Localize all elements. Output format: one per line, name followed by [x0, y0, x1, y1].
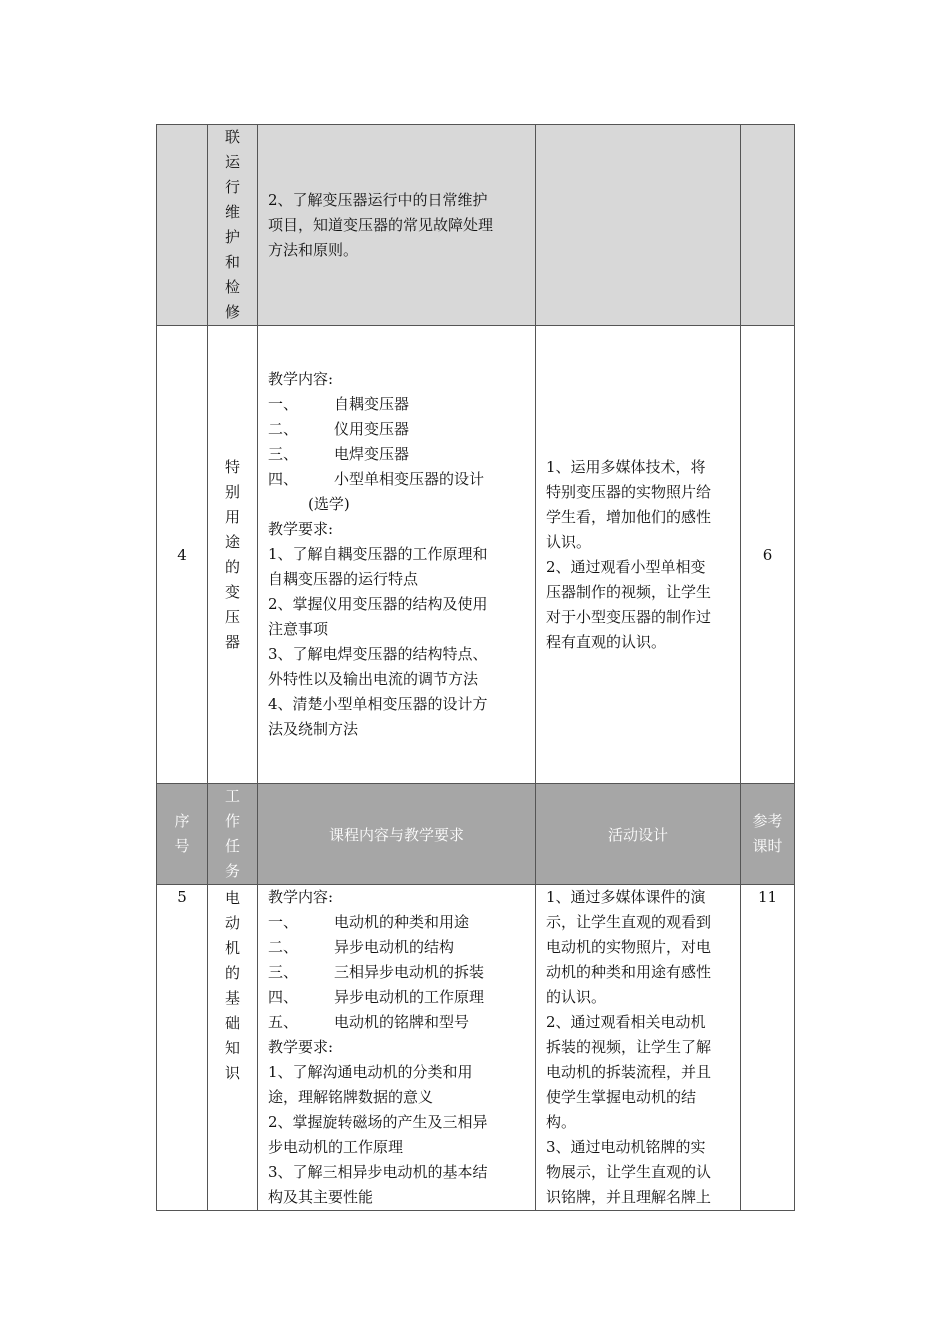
header-activity: 活动设计: [536, 784, 741, 885]
hours-cell: 6: [741, 326, 795, 784]
seq-cell: 5: [157, 885, 208, 1211]
header-content: 课程内容与教学要求: [258, 784, 536, 885]
seq-cell: [157, 125, 208, 326]
content-cell: 教学内容: 一、 自耦变压器 二、 仪用变压器 三、 电焊变压器 四、 小型单相变压器的设计 (选学) 教学要求: 1、了解自耦变压器的工作原理和 自耦变压器的运行特点 2、掌握仪用变压器的结构及使用 注意事项 3、了解电焊变压器的结构特点、 外特性以及输出电流的调节方法 4、清楚小型单相变压器的设计方 法及绕制方法: [258, 326, 536, 784]
content-cell: 2、了解变压器运行中的日常维护 项目，知道变压器的常见故障处理 方法和原则。: [258, 125, 536, 326]
task-cell: 电 动 机 的 基 础 知 识: [208, 885, 258, 1211]
hours-cell: 11: [741, 885, 795, 1211]
table-header-row: [157, 784, 795, 885]
table-row-5: [157, 885, 795, 1211]
header-task: 工 作 任 务: [208, 784, 258, 885]
activity-cell: [536, 125, 741, 326]
course-table: [156, 124, 795, 1211]
header-seq: 序 号: [157, 784, 208, 885]
table-row-continued: [157, 125, 795, 326]
hours-cell: [741, 125, 795, 326]
activity-cell: 1、通过多媒体课件的演 示，让学生直观的观看到 电动机的实物照片，对电 动机的种类和用途有感性 的认识。 2、通过观看相关电动机 拆装的视频，让学生了解 电动机的拆装流程，并且 使学生掌握电动机的结 构。 3、通过电动机铭牌的实 物展示，让学生直观的认 识铭牌，并且理解名牌上: [536, 885, 741, 1211]
activity-cell: 1、运用多媒体技术，将 特别变压器的实物照片给 学生看，增加他们的感性 认识。 2、通过观看小型单相变 压器制作的视频，让学生 对于小型变压器的制作过 程有直观的认识。: [536, 326, 741, 784]
task-cell: 联 运 行 维 护 和 检 修: [208, 125, 258, 326]
content-cell: 教学内容: 一、 电动机的种类和用途 二、 异步电动机的结构 三、 三相异步电动机的拆装 四、 异步电动机的工作原理 五、 电动机的铭牌和型号 教学要求: 1、了解沟通电动机的分类和用 途，理解铭牌数据的意义 2、掌握旋转磁场的产生及三相异 步电动机的工作原理 3、了解三相异步电动机的基本结 构及其主要性能: [258, 885, 536, 1211]
seq-cell: 4: [157, 326, 208, 784]
task-cell: 特 别 用 途 的 变 压 器: [208, 326, 258, 784]
table-row-4: [157, 326, 795, 784]
header-hours: 参考 课时: [741, 784, 795, 885]
